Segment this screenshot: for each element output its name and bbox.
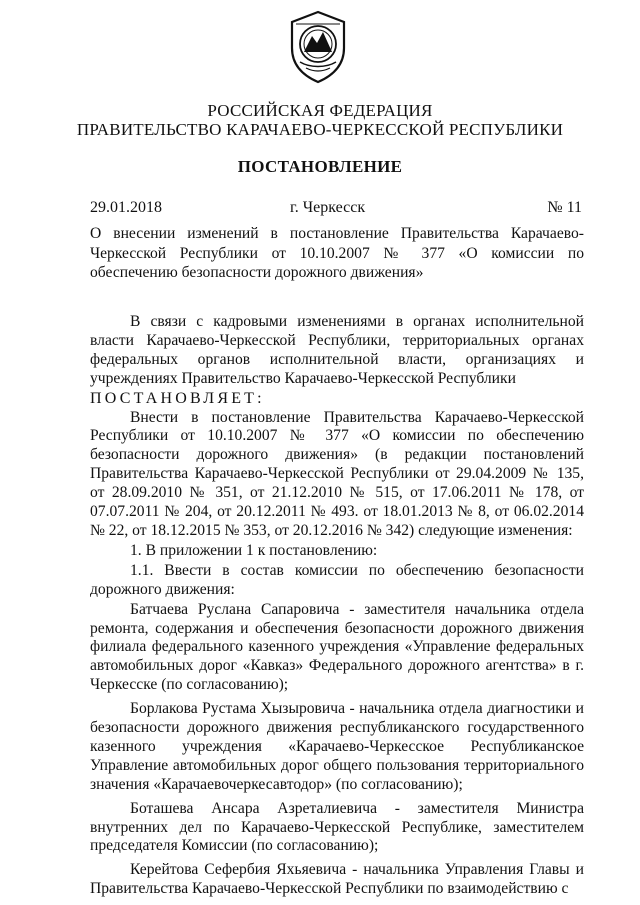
decree-word: ПОСТАНОВЛЯЕТ: (90, 389, 265, 407)
document-city: г. Черкесск (290, 199, 366, 216)
document-date: 29.01.2018 (90, 199, 162, 216)
document-title: ПОСТАНОВЛЕНИЕ (237, 157, 403, 176)
government-heading: ПРАВИТЕЛЬСТВО КАРАЧАЕВО-ЧЕРКЕССКОЙ РЕСПУБЛИКИ (76, 120, 564, 139)
preamble-paragraph: В связи с кадровыми изменениями в органах исполнительной власти Карачаево-Черкесской Республики, территориальных органах федеральных органов исполнительной власти, организациях и учреждениях Правительство Карачаево-Черкесской Республики (90, 313, 584, 387)
body-paragraph-5: Борлакова Рустама Хызыровича - начальника отдела диагностики и безопасности дорожного движения республиканского государственного казенного учреждения «Карачаево-Черкесское Республиканское Управление автомобильных дорог общего пользования территориального значения «Карачаевочеркесавтодор» (по согласованию); (90, 700, 584, 793)
document-body (90, 313, 584, 900)
document-subject: О внесении изменений в постановление Правительства Карачаево-Черкесской Республики от 10.10.2007 № 377 «О комиссии по обеспечению безопасности дорожного движения» (90, 225, 584, 281)
document-number: № 11 (547, 199, 582, 216)
body-paragraph-3: 1.1. Ввести в состав комиссии по обеспечению безопасности дорожного движения: (90, 561, 584, 598)
coat-of-arms-emblem (286, 10, 350, 84)
body-paragraph-7: Керейтова Сефербия Яхьяевича - начальника Управления Главы и Правительства Карачаево-Черкесской Республики по взаимодействию с (90, 861, 584, 898)
body-paragraph-6: Боташева Ансара Азреталиевича - заместителя Министра внутренних дел по Карачаево-Черкесской Республике, заместителем председателя Комиссии (по согласованию); (90, 799, 584, 855)
body-paragraph-2: 1. В приложении 1 к постановлению: (130, 541, 378, 559)
body-paragraph-4: Батчаева Руслана Сапаровича - заместителя начальника отдела ремонта, содержания и обеспечения безопасности дорожного движения филиала федерального казенного учреждения «Управление федеральных автомобильных дорог «Кавказ» Федерального дорожного агентства» в г. Черкесске (по согласованию); (90, 600, 584, 694)
body-paragraph-1: Внести в постановление Правительства Карачаево-Черкесской Республики от 10.10.2007 № 377 «О комиссии по обеспечению безопасности дорожного движения» (в редакции постановлений Правительства Карачаево-Черкесской Республики от 29.04.2009 № 135, от 28.09.2010 № 351, от 21.12.2010 № 515, от 17.06.2011 № 178, от 07.07.2011 № 204, от 20.12.2011 № 493. от 18.01.2013 № 8, от 06.02.2014 № 22, от 18.12.2015 № 353, от 20.12.2016 № 342) следующие изменения: (90, 408, 584, 539)
country-heading: РОССИЙСКАЯ ФЕДЕРАЦИЯ (207, 101, 433, 120)
